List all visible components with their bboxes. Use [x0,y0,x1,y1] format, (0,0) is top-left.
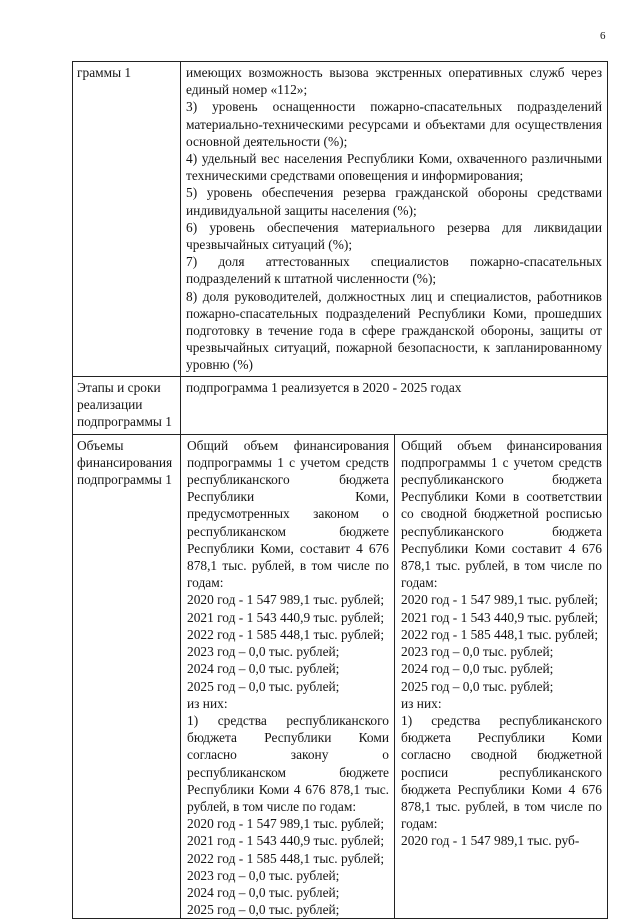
indicator-item: 5) уровень обеспечения резерва гражданской обороны средствами индивидуальной защиты населения (%); [186,185,602,218]
funding-right-source-year: 2020 год - 1 547 989,1 тыс. руб- [401,833,580,849]
indicator-item: 7) доля аттестованных специалистов пожарно-спасательных подразделений к штатной численности (%); [186,254,602,287]
funding-right-column [394,435,607,919]
stages-text: подпрограмма 1 реализуется в 2020 - 2025 годах [181,376,608,434]
funding-left-source-year: 2023 год – 0,0 тыс. рублей; [187,867,340,883]
funding-columns [181,435,607,919]
funding-cell [181,434,608,919]
indicator-item: 6) уровень обеспечения материального резерва для ликвидации чрезвычайных ситуаций (%); [186,219,602,253]
funding-right-year: 2024 год – 0,0 тыс. рублей; [401,661,554,677]
funding-right-of-them: из них: [401,695,442,711]
funding-right-year: 2023 год – 0,0 тыс. рублей; [401,644,554,660]
indicator-item: 4) удельный вес населения Республики Коми, охваченного различными техническими средствами оповещения и информирования; [186,151,602,184]
funding-left-source-year: 2025 год – 0,0 тыс. рублей; [187,902,340,918]
funding-left-source-year: 2021 год - 1 543 440,9 тыс. рублей; [187,833,385,849]
funding-right-year: 2022 год - 1 585 448,1 тыс. рублей; [401,626,599,642]
stages-label: Этапы и сроки реализации подпрограммы 1 [73,376,181,434]
funding-left-source-year: 2024 год – 0,0 тыс. рублей; [187,884,340,900]
funding-right-year: 2025 год – 0,0 тыс. рублей; [401,678,554,694]
funding-left-year: 2024 год – 0,0 тыс. рублей; [187,661,340,677]
funding-left-source-year: 2020 год - 1 547 989,1 тыс. рублей; [187,816,385,832]
stages-row [73,376,608,434]
funding-right-year: 2020 год - 1 547 989,1 тыс. рублей; [401,592,599,608]
funding-left-year: 2020 год - 1 547 989,1 тыс. рублей; [187,592,385,608]
funding-left-year: 2023 год – 0,0 тыс. рублей; [187,644,340,660]
page-number: 6 [600,30,606,42]
funding-right-intro: Общий объем финансирования подпрограммы 1 с учетом средств республиканского бюджета Республики Коми в соответствии со сводной бюджетной росписью республиканского бюджета Республики Коми составит 4 676 878,1 тыс. рублей, в том числе по годам: [401,437,602,591]
funding-left-year: 2021 год - 1 543 440,9 тыс. рублей; [187,609,385,625]
indicators-row [73,62,608,377]
funding-left-column [181,435,394,919]
indicators-cell [181,62,608,377]
funding-left-source: 1) средства республиканского бюджета Республики Коми согласно закону о республиканском бюджете Республики Коми 4 676 878,1 тыс. рублей, в том числе по годам: [187,712,389,814]
funding-row [73,434,608,919]
indicators-label: граммы 1 [73,62,181,377]
funding-left-year: 2025 год – 0,0 тыс. рублей; [187,678,340,694]
funding-label: Объемы финансирования подпрограммы 1 [73,434,181,919]
funding-left-year: 2022 год - 1 585 448,1 тыс. рублей; [187,626,385,642]
indicator-item: 3) уровень оснащенности пожарно-спасательных подразделений материально-техническими ресурсами и объектами для осуществления основной деятельности (%); [186,99,602,149]
funding-left-of-them: из них: [187,695,228,711]
funding-left-source-year: 2022 год - 1 585 448,1 тыс. рублей; [187,850,385,866]
funding-right-source: 1) средства республиканского бюджета Республики Коми согласно сводной бюджетной росписи республиканского бюджета Республики Коми 4 676 878,1 тыс. рублей, в том числе по годам: [401,712,602,832]
indicator-item: имеющих возможность вызова экстренных оперативных служб через единый номер «112»; [186,65,602,98]
indicator-item: 8) доля руководителей, должностных лиц и специалистов, работников пожарно-спасательных подразделений Республики Коми, прошедших подготовку в течение года в сфере гражданской обороны, защиты от чрезвычайных ситуаций, пожарной безопасности, к запланированному уровню (%) [186,288,602,373]
funding-left-intro: Общий объем финансирования подпрограммы 1 с учетом средств республиканского бюджета Республики Коми, предусмотренных законом о республиканском бюджете Республики Коми, составит 4 676 878,1 тыс. рублей, в том числе по годам: [187,437,389,591]
funding-right-year: 2021 год - 1 543 440,9 тыс. рублей; [401,609,599,625]
passport-table [72,61,608,919]
